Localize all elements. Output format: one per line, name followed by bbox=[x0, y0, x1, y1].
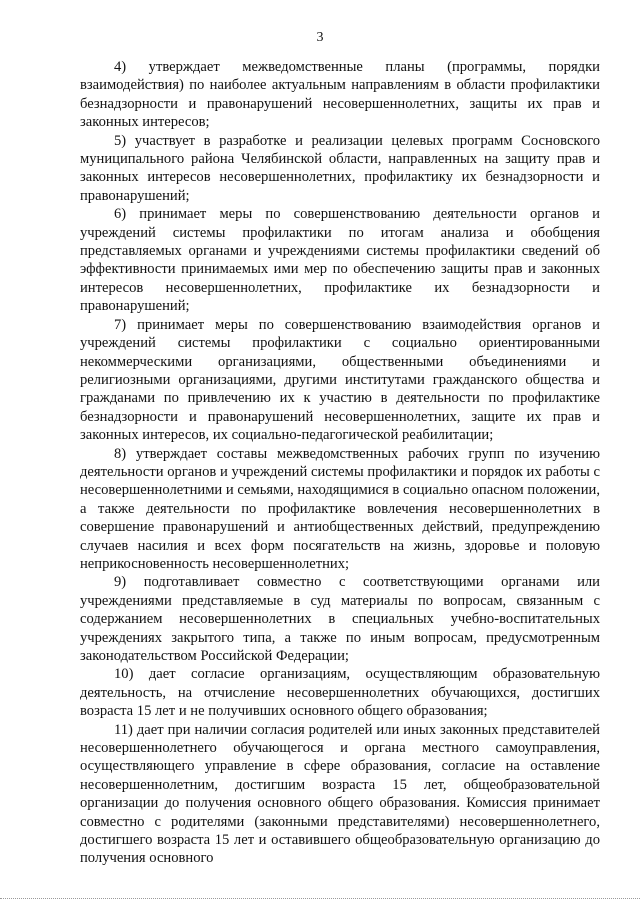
scan-edge-line bbox=[0, 898, 640, 899]
paragraph-item-8: 8) утверждает составы межведомственных рабочих групп по изучению деятельности органов и учреждений системы профилактики и порядок их работы с несовершеннолетними и семьями, находящимися в социально опасном положении, а также деятельности по профилактике вовлечения несовершеннолетних в совершение правонарушений и антиобщественных действий, предупреждению случаев насилия и всех форм посягательств на жизнь, здоровье и половую неприкосновенность несовершеннолетних; bbox=[80, 445, 600, 572]
document-body bbox=[80, 58, 600, 868]
paragraph-item-10: 10) дает согласие организациям, осуществляющим образовательную деятельность, на отчисление несовершеннолетних обучающихся, достигших возраста 15 лет и не получивших основного общего образования; bbox=[80, 666, 600, 720]
paragraph-item-4: 4) утверждает межведомственные планы (программы, порядки взаимодействия) по наиболее актуальным направлениям в области профилактики безнадзорности и правонарушений несовершеннолетних, защиты их прав и законных интересов; bbox=[80, 59, 600, 131]
paragraph-item-7: 7) принимает меры по совершенствованию взаимодействия органов и учреждений системы профилактики с социально ориентированными некоммерческими организациями, общественными объединениями и религиозными организациями, другими институтами гражданского общества и гражданами по привлечению их к участию в деятельности по профилактике безнадзорности и правонарушений несовершеннолетних, защите их прав и законных интересов, их социально-педагогической реабилитации; bbox=[80, 316, 600, 444]
paragraph-item-9: 9) подготавливает совместно с соответствующими органами или учреждениями представляемые в суд материалы по вопросам, связанным с содержанием несовершеннолетних в специальных учебно-воспитательных учреждениях закрытого типа, а также по иным вопросам, предусмотренным законодательством Российской Федерации; bbox=[80, 574, 600, 664]
paragraph-item-11: 11) дает при наличии согласия родителей или иных законных представителей несовершеннолетнего обучающегося и органа местного самоуправления, осуществляющего управление в сфере образования, согласие на оставление несовершеннолетним, достигшим возраста 15 лет, общеобразовательной организации до получения основного общего образования. Комиссия принимает совместно с родителями (законными представителями) несовершеннолетнего, достигшего возраста 15 лет и оставившего общеобразовательную организацию до получения основного bbox=[80, 721, 600, 867]
paragraph-item-6: 6) принимает меры по совершенствованию деятельности органов и учреждений системы профилактики по итогам анализа и обобщения представляемых органами и учреждениями системы профилактики сведений об эффективности принимаемых ими мер по обеспечению защиты прав и законных интересов несовершеннолетних, профилактике их безнадзорности и правонарушений; bbox=[80, 206, 600, 315]
paragraph-item-5: 5) участвует в разработке и реализации целевых программ Сосновского муниципального района Челябинской области, направленных на защиту прав и законных интересов несовершеннолетних, профилактику их безнадзорности и правонарушений; bbox=[80, 132, 600, 204]
page-number: 3 bbox=[316, 30, 324, 45]
